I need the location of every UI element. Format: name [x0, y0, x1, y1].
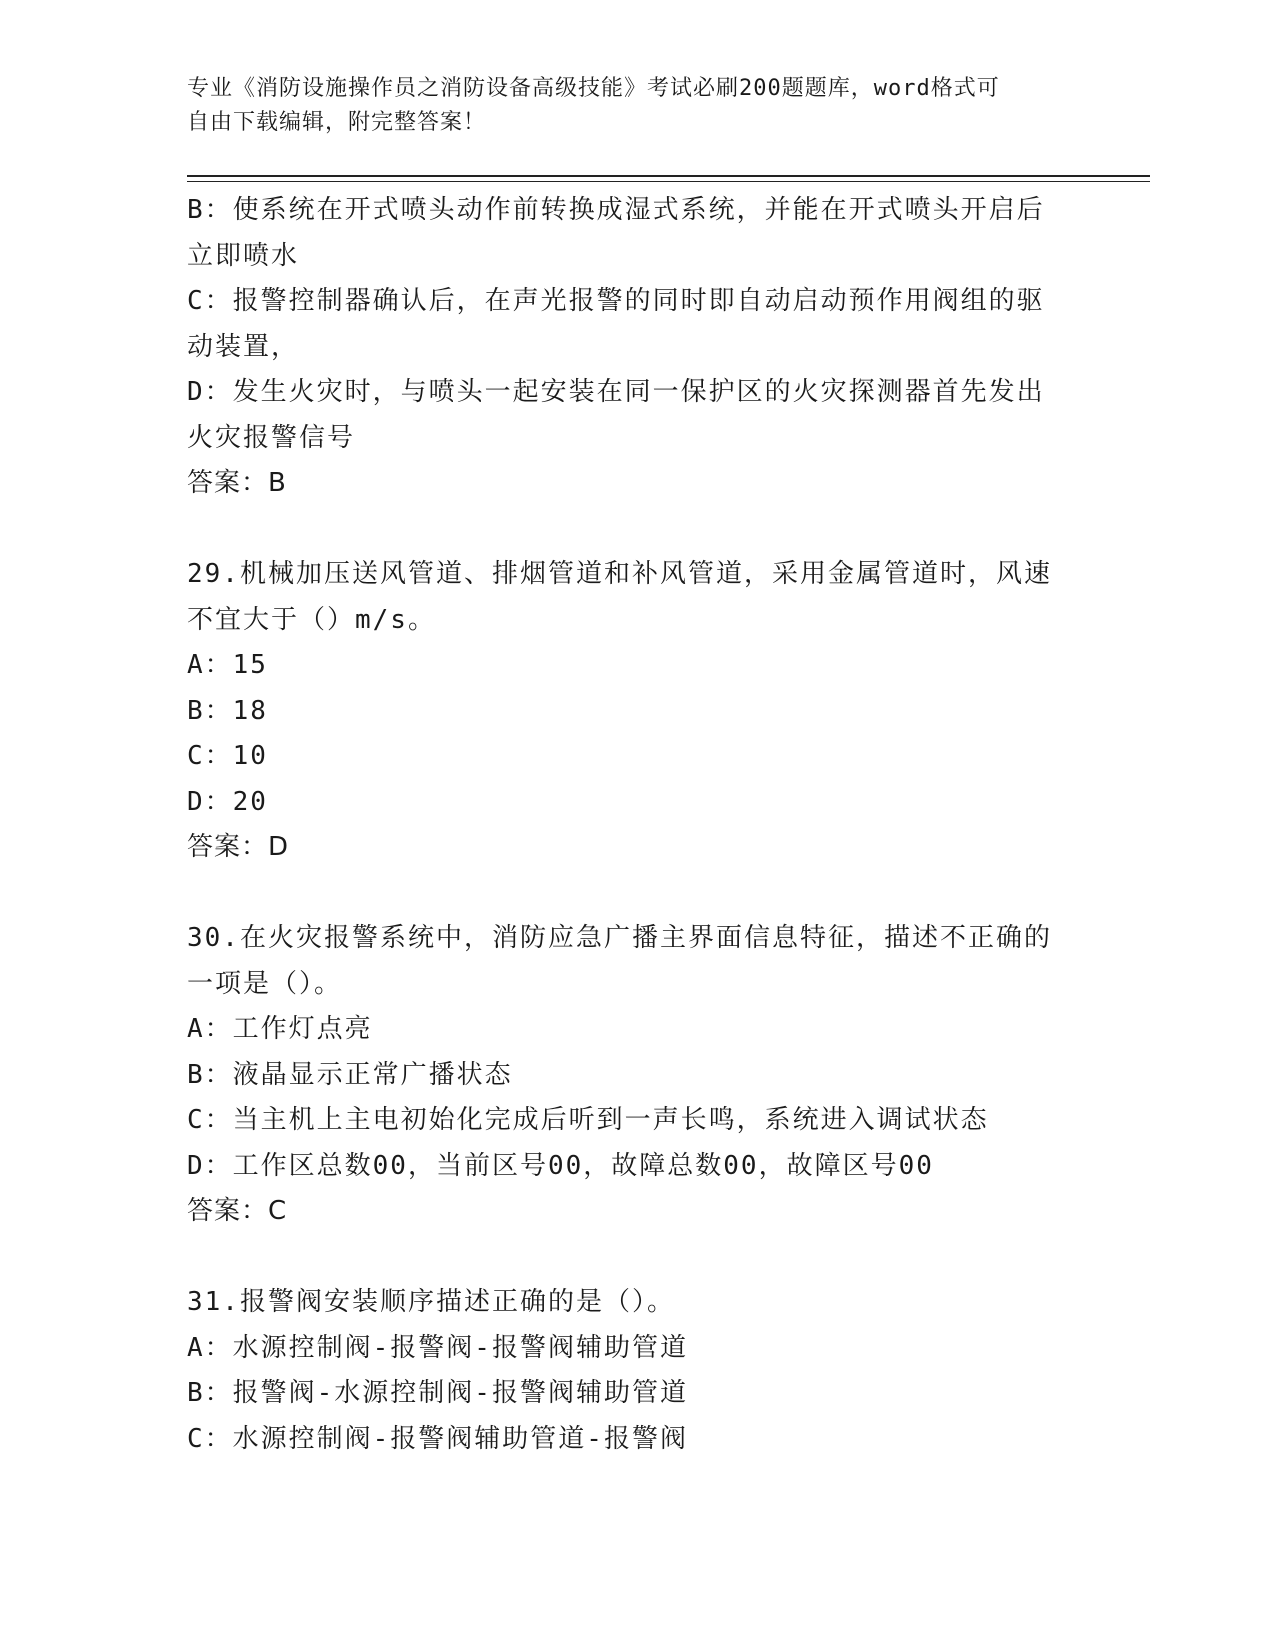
option-c: C：当主机上主电初始化完成后听到一声长鸣，系统进入调试状态 — [187, 1105, 989, 1135]
spacer — [187, 871, 1087, 917]
header-line-2: 自由下载编辑，附完整答案！ — [187, 110, 487, 135]
option-d: D：工作区总数00，当前区号00，故障总数00，故障区号00 — [187, 1150, 934, 1181]
document-header — [187, 72, 1067, 140]
option-c: C：水源控制阀-报警阀辅助管道-报警阀 — [187, 1423, 688, 1454]
question-stem-line-2: 一项是（）。 — [187, 968, 343, 999]
header-divider-thin — [187, 181, 1150, 182]
option-b-line-2: 立即喷水 — [187, 240, 300, 271]
answer: 答案：D — [187, 832, 290, 862]
question-stem-line-2: 不宜大于（）m/s。 — [187, 604, 436, 635]
question-29 — [187, 552, 1087, 871]
option-c: C：10 — [187, 741, 268, 771]
question-stem-line-1: 31.报警阀安装顺序描述正确的是（）。 — [187, 1287, 675, 1317]
option-a: A：15 — [187, 650, 268, 680]
option-d: D：20 — [187, 786, 268, 817]
header-line-1: 专业《消防设施操作员之消防设备高级技能》考试必刷200题题库，word格式可 — [187, 76, 1000, 101]
question-28-tail — [187, 188, 1087, 507]
option-b: B：报警阀-水源控制阀-报警阀辅助管道 — [187, 1378, 688, 1408]
option-d-line-2: 火灾报警信号 — [187, 422, 356, 453]
option-b: B：液晶显示正常广播状态 — [187, 1059, 513, 1090]
answer: 答案：B — [187, 468, 287, 498]
option-a: A：工作灯点亮 — [187, 1014, 373, 1044]
question-list — [187, 188, 1087, 1462]
spacer — [187, 507, 1087, 553]
option-b-line-1: B：使系统在开式喷头动作前转换成湿式系统，并能在开式喷头开启后 — [187, 195, 1045, 225]
option-a: A：水源控制阀-报警阀-报警阀辅助管道 — [187, 1332, 688, 1363]
question-stem-line-1: 29.机械加压送风管道、排烟管道和补风管道，采用金属管道时，风速 — [187, 559, 1052, 589]
option-c-line-2: 动装置， — [187, 331, 300, 362]
question-31 — [187, 1280, 1087, 1462]
question-30 — [187, 916, 1087, 1235]
spacer — [187, 1235, 1087, 1281]
option-d-line-1: D：发生火灾时，与喷头一起安装在同一保护区的火灾探测器首先发出 — [187, 377, 1045, 407]
question-stem-line-1: 30.在火灾报警系统中，消防应急广播主界面信息特征，描述不正确的 — [187, 923, 1052, 953]
header-divider-thick — [187, 175, 1150, 177]
answer: 答案：C — [187, 1196, 288, 1226]
option-c-line-1: C：报警控制器确认后，在声光报警的同时即自动启动预作用阀组的驱 — [187, 286, 1045, 316]
option-b: B：18 — [187, 695, 268, 726]
